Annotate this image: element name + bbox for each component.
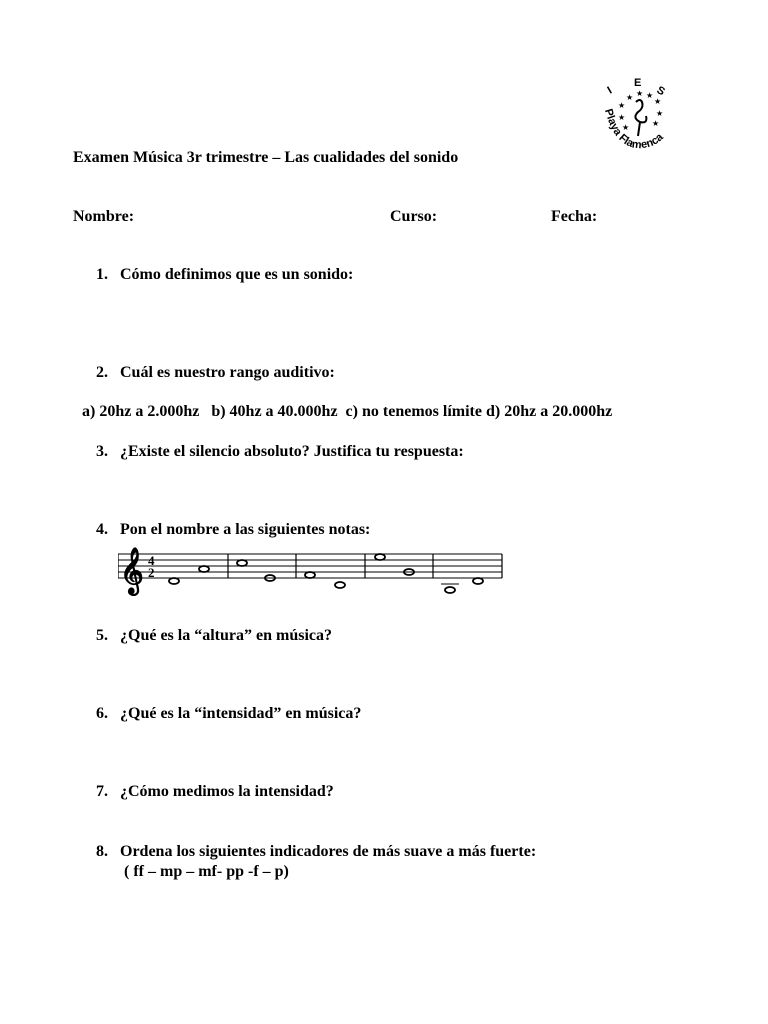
- question-4-number: 4.: [96, 521, 108, 538]
- note-6: [335, 582, 345, 588]
- flamingo-icon: [635, 100, 646, 136]
- fecha-label: Fecha:: [551, 208, 598, 225]
- question-8-number: 8.: [96, 843, 108, 860]
- question-5-number: 5.: [96, 627, 108, 644]
- svg-text:★: ★: [646, 91, 654, 100]
- treble-clef-icon: 𝄞: [120, 548, 144, 594]
- question-3-number: 3.: [96, 443, 108, 460]
- question-6-text: ¿Qué es la “intensidad” en música?: [120, 705, 362, 722]
- svg-text:★: ★: [652, 119, 660, 128]
- svg-text:★: ★: [636, 89, 644, 98]
- question-2-options: a) 20hz a 2.000hz b) 40hz a 40.000hz c) no tenemos límite d) 20hz a 20.000hz: [82, 403, 613, 420]
- question-2-number: 2.: [96, 364, 108, 381]
- question-3-text: ¿Existe el silencio absoluto? Justifica tu respuesta:: [120, 443, 464, 460]
- curso-label: Curso:: [390, 208, 438, 225]
- time-signature-bottom: 2: [148, 565, 155, 580]
- note-1: [169, 578, 179, 584]
- note-7: [375, 554, 385, 560]
- staff-lines: [118, 554, 502, 578]
- school-logo: [596, 72, 682, 154]
- question-8-text: Ordena los siguientes indicadores de más suave a más fuerte:: [120, 843, 537, 860]
- logo-letter-e: E: [634, 77, 642, 89]
- logo-letter-s: S: [654, 84, 667, 99]
- question-6-number: 6.: [96, 705, 108, 722]
- note-9: [445, 587, 455, 593]
- question-2-text: Cuál es nuestro rango auditivo:: [120, 364, 335, 381]
- exam-title: Examen Música 3r trimestre – Las cualidades del sonido: [73, 149, 459, 166]
- question-1-number: 1.: [96, 266, 108, 283]
- note-2: [199, 566, 209, 572]
- svg-text:★: ★: [618, 113, 626, 122]
- time-signature-top: 4: [148, 553, 155, 568]
- note-10: [473, 578, 483, 584]
- music-staff: [118, 540, 508, 596]
- question-4-text: Pon el nombre a las siguientes notas:: [120, 521, 371, 538]
- logo-text: Playa Flamenca: [602, 107, 666, 152]
- note-5: [305, 572, 315, 578]
- svg-text:★: ★: [654, 97, 662, 106]
- question-7-text: ¿Cómo medimos la intensidad?: [120, 783, 334, 800]
- svg-text:★: ★: [622, 123, 630, 132]
- logo-letter-i: I: [605, 84, 615, 97]
- question-8-list: ( ff – mp – mf- pp -f – p): [124, 863, 289, 880]
- svg-text:★: ★: [656, 109, 664, 118]
- question-7-number: 7.: [96, 783, 108, 800]
- question-1-text: Cómo definimos que es un sonido:: [120, 266, 354, 283]
- svg-text:★: ★: [626, 93, 634, 102]
- note-3: [237, 560, 247, 566]
- question-5-text: ¿Qué es la “altura” en música?: [120, 627, 332, 644]
- nombre-label: Nombre:: [73, 208, 135, 225]
- svg-text:★: ★: [618, 101, 626, 110]
